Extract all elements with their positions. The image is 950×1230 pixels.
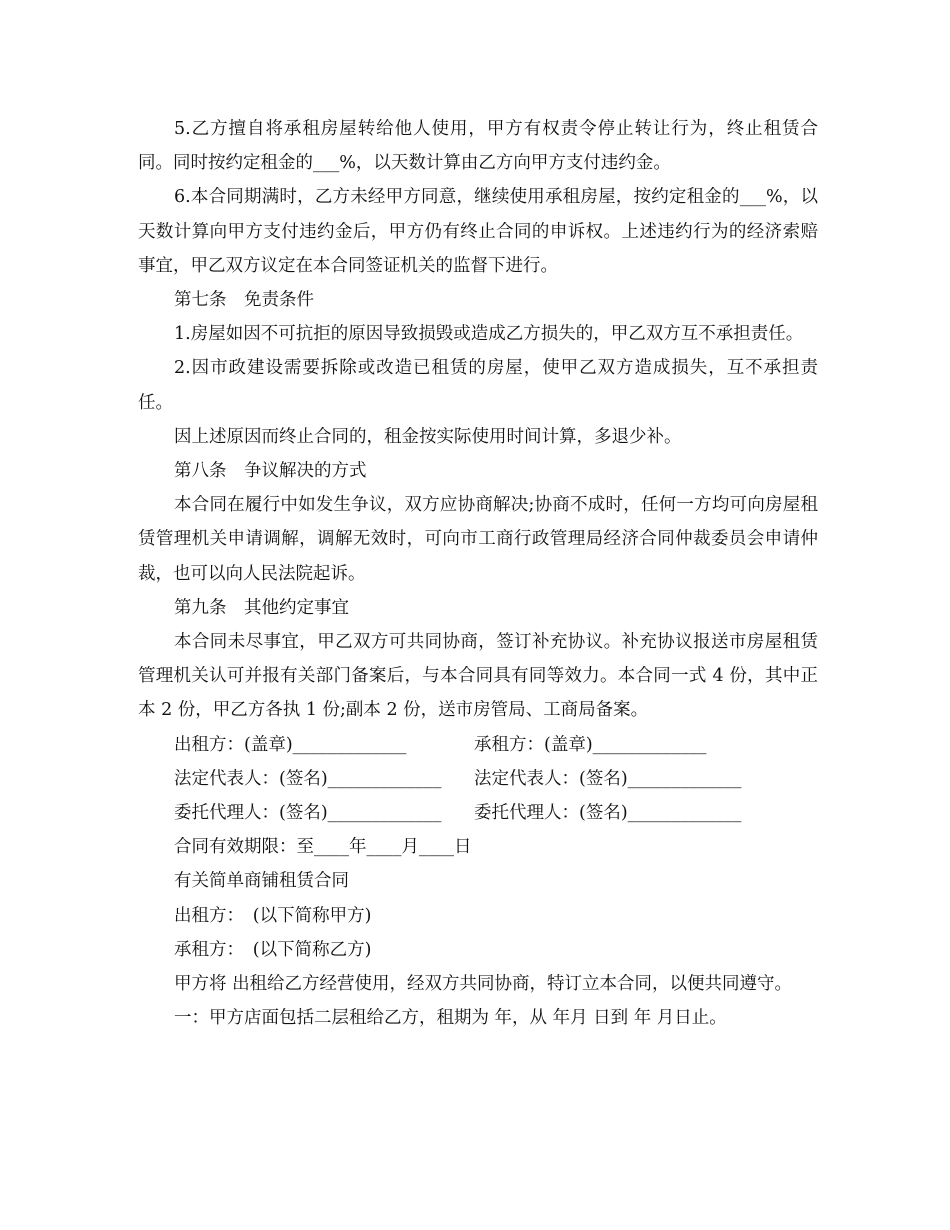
paragraph-force-majeure: 1.房屋如因不可抗拒的原因导致损毁或造成乙方损失的，甲乙双方互不承担责任。	[174, 324, 804, 345]
heading-article-7: 第七条 免责条件	[174, 290, 314, 311]
heading-article-8: 第八条 争议解决的方式	[174, 461, 367, 482]
lessor-legal-rep-line: 法定代表人：(签名)_____________	[174, 768, 442, 789]
lessee-seal-line: 承租方：(盖章)_____________	[474, 734, 707, 755]
paragraph-rent-settlement: 因上述原因而终止合同的，租金按实际使用时间计算，多退少补。	[174, 426, 682, 447]
heading-article-9: 第九条 其他约定事宜	[174, 597, 349, 618]
paragraph-other-matters: 本合同未尽事宜，甲乙双方可共同协商，签订补充协议。补充协议报送市房屋租赁管理机关认可并报有关部门备案后，与本合同具有同等效力。本合同一式 4 份，其中正本 2 份，甲乙方各执 1 份;副本 2 份，送市房管局、工商局备案。	[138, 632, 818, 721]
paragraph-intro: 甲方将 出租给乙方经营使用，经双方共同协商，特订立本合同，以便共同遵守。	[174, 974, 793, 995]
paragraph-dispute-resolution: 本合同在履行中如发生争议，双方应协商解决;协商不成时，任何一方均可向房屋租赁管理机关申请调解，调解无效时，可向市工商行政管理局经济合同仲裁委员会申请仲裁，也可以向人民法院起诉。	[138, 495, 818, 584]
lessee-legal-rep-line: 法定代表人：(签名)_____________	[474, 768, 742, 789]
paragraph-clause-1: 一：甲方店面包括二层租给乙方，租期为 年，从 年月 日到 年 月日止。	[174, 1008, 727, 1029]
document-page	[138, 112, 818, 1035]
lessor-seal-line: 出租方：(盖章)_____________	[174, 734, 407, 755]
lessor-agent-line: 委托代理人：(签名)_____________	[174, 803, 442, 824]
paragraph-breach-overstay: 6.本合同期满时，乙方未经甲方同意，继续使用承租房屋，按约定租金的___%，以天数计算向甲方支付违约金后，甲方仍有终止合同的申诉权。上述违约行为的经济索赔事宜，甲乙双方议定在本合同签证机关的监督下进行。	[138, 187, 818, 276]
party-b-line: 承租方： (以下简称乙方)	[174, 939, 372, 960]
paragraph-breach-sublet: 5.乙方擅自将承租房屋转给他人使用，甲方有权责令停止转让行为，终止租赁合同。同时按约定租金的___%，以天数计算由乙方向甲方支付违约金。	[138, 119, 818, 174]
signature-row-seal	[138, 728, 818, 762]
signature-row-legal-rep	[138, 762, 818, 796]
contract-validity-line: 合同有效期限：至____年____月____日	[174, 837, 472, 858]
signature-row-agent	[138, 796, 818, 830]
second-contract-title: 有关简单商铺租赁合同	[174, 871, 349, 892]
lessee-agent-line: 委托代理人：(签名)_____________	[474, 803, 742, 824]
party-a-line: 出租方： (以下简称甲方)	[174, 905, 372, 926]
paragraph-municipal-demolition: 2.因市政建设需要拆除或改造已租赁的房屋，使甲乙双方造成损失，互不承担责任。	[138, 358, 818, 413]
